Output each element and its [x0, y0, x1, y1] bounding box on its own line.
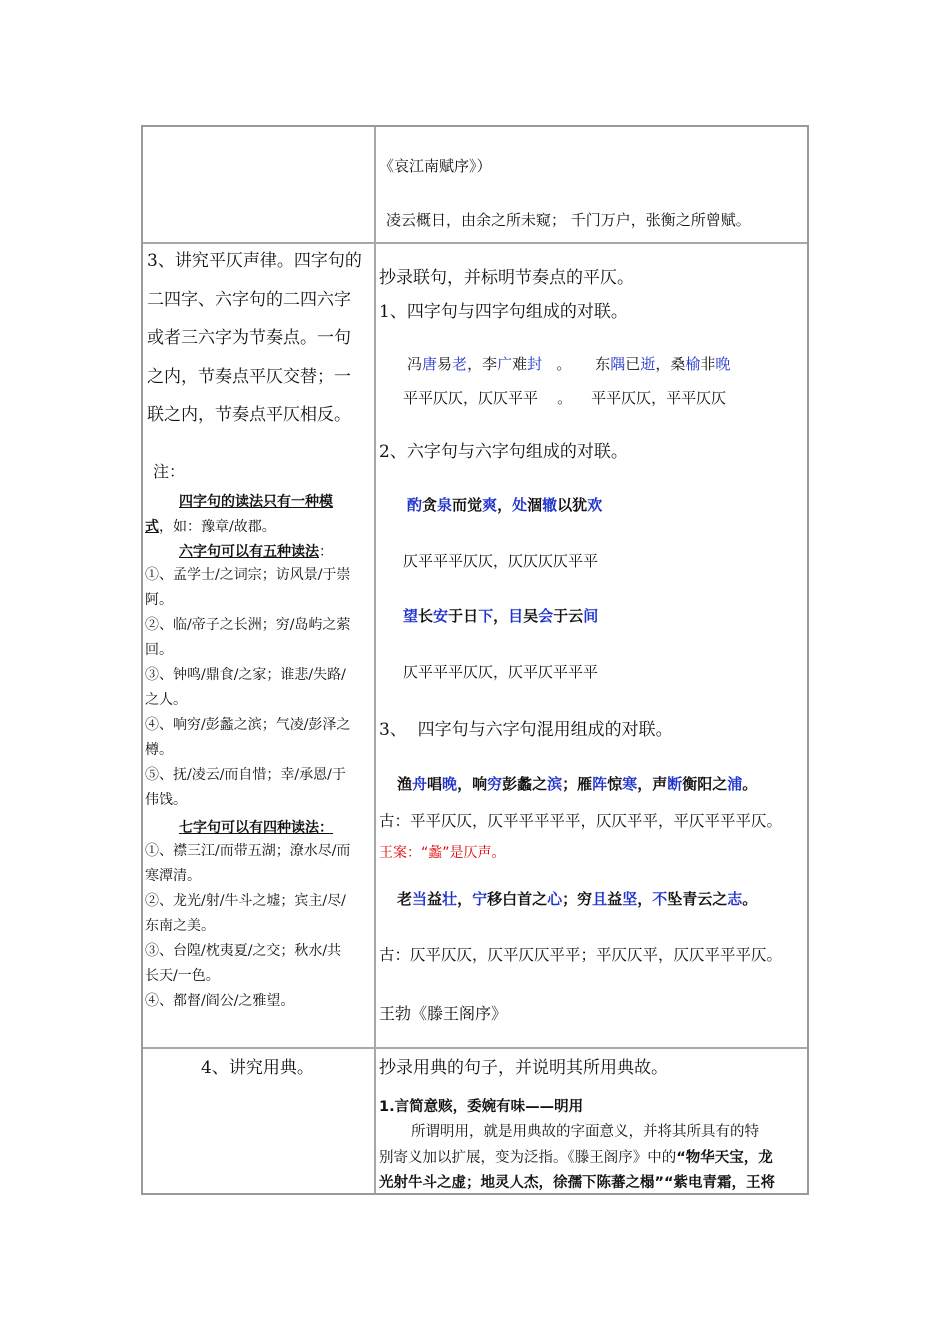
- char: 。: [742, 890, 758, 908]
- list-item: 伟饯。: [145, 792, 187, 808]
- row3-heading: 4、讲究用典。: [201, 1058, 314, 1078]
- char: 益: [427, 890, 443, 908]
- char-stressed: 滨: [547, 775, 563, 793]
- char-stressed: 榆: [685, 355, 701, 373]
- char: 衡阳之: [682, 775, 728, 793]
- list-item: ①、襟三江/而带五湖；潦水尽/而: [145, 843, 351, 859]
- char: 彭蠡之: [502, 775, 548, 793]
- char-stressed: 晚: [715, 355, 731, 373]
- char-stressed: 晚: [442, 775, 458, 793]
- char-stressed: 安: [433, 607, 449, 625]
- six-char-title-colon: ：: [319, 544, 333, 560]
- section3-tones-1: 古：平平仄仄，仄平平平平平，仄仄平平，平仄平平平仄。: [379, 812, 783, 830]
- char: ，: [637, 890, 653, 908]
- char: 。: [742, 775, 758, 793]
- four-char-rule-cont: [145, 516, 276, 536]
- char-stressed: 欢: [587, 496, 603, 514]
- char: 非: [700, 355, 716, 373]
- char-stressed: 不: [652, 890, 668, 908]
- char: 云: [568, 607, 584, 625]
- char: 日: [463, 607, 479, 625]
- four-char-example: ，如：豫章/故郡。: [159, 519, 276, 535]
- row-divider-2: [143, 1047, 807, 1049]
- column-divider: [374, 127, 376, 1193]
- char-stressed: 隅: [610, 355, 626, 373]
- char: 坠青云之: [667, 890, 728, 908]
- char-stressed: 下: [478, 607, 494, 625]
- source-citation: 王勃《滕王阁序》: [379, 1004, 508, 1023]
- char-stressed: 泉: [437, 496, 453, 514]
- list-item: 回。: [145, 642, 173, 658]
- list-item: 寒潭清。: [145, 868, 201, 884]
- list-item: ③、台隍/枕夷夏/之交；秋水/共: [145, 943, 342, 959]
- char: 长: [418, 607, 434, 625]
- char: 老: [397, 890, 413, 908]
- char: 以: [557, 496, 573, 514]
- section3-tones-2: 古：仄平仄仄，仄平仄仄平平；平仄仄平，仄仄平平平仄。: [379, 946, 783, 964]
- char-stressed: 酌: [407, 496, 423, 514]
- row2-intro: 抄录联句，并标明节奏点的平仄。: [379, 268, 634, 288]
- list-item: 长天/一色。: [145, 968, 220, 984]
- char-stressed: 爽: [482, 496, 498, 514]
- content-table: [141, 125, 809, 1195]
- char: 难: [512, 355, 528, 373]
- section2-couplet-2: [403, 605, 598, 626]
- char: 贪: [422, 496, 438, 514]
- section2-couplet-1: [407, 494, 602, 515]
- char: ，李: [467, 355, 498, 373]
- six-char-list: [145, 563, 373, 813]
- char-stressed: 当: [412, 890, 428, 908]
- char-stressed: 浦: [727, 775, 743, 793]
- char-stressed: 间: [583, 607, 599, 625]
- heading-line: 3、讲究平仄声律。四字句的: [147, 251, 362, 271]
- four-char-rule-title: 四字句的读法只有一种模: [179, 494, 333, 510]
- char-stressed: 广: [497, 355, 513, 373]
- seven-char-title-text: 七字句可以有四种读法：: [179, 820, 333, 836]
- char: ，响: [457, 775, 488, 793]
- char-stressed: 辙: [542, 496, 558, 514]
- char: ，: [497, 496, 513, 514]
- note-label: 注：: [153, 462, 186, 481]
- char-stressed: 封: [527, 355, 543, 373]
- list-item: ④、都督/阎公/之雅望。: [145, 993, 295, 1009]
- section3-couplet-2: [397, 888, 757, 909]
- char-stressed: 且: [592, 890, 608, 908]
- list-item: ③、钟鸣/鼎食/之家；谁悲/失路/: [145, 667, 346, 683]
- char-stressed: 望: [403, 607, 419, 625]
- char: 于: [553, 607, 569, 625]
- char: 于: [448, 607, 464, 625]
- char: 唱: [427, 775, 443, 793]
- char-stressed: 壮: [442, 890, 458, 908]
- section2-tones-2: 仄平平平仄仄，仄平仄平平平: [403, 663, 599, 681]
- char-stressed: 逝: [640, 355, 656, 373]
- char: 觉: [467, 496, 483, 514]
- row3-paragraph-line-3: 光射牛斗之虚；地灵人杰，徐孺下陈蕃之榻”“紫电青霜，王将: [379, 1175, 776, 1191]
- row2-left-heading: [147, 242, 362, 435]
- char-stressed: 会: [538, 607, 554, 625]
- list-item: ①、孟学士/之词宗；访风景/于崇: [145, 567, 351, 583]
- six-char-title-text: 六字句可以有五种读法: [179, 544, 319, 560]
- char: ，: [457, 890, 473, 908]
- four-char-rule-title-end: 式: [145, 519, 159, 535]
- section3-couplet-1: [397, 773, 757, 794]
- list-item: 之人。: [145, 692, 187, 708]
- section1-couplet: [407, 353, 730, 374]
- char: 渔: [397, 775, 413, 793]
- char: 而: [452, 496, 468, 514]
- char: ，桑: [655, 355, 686, 373]
- char: ；穷: [562, 890, 593, 908]
- char: 已: [625, 355, 641, 373]
- paragraph-quote: “物华天宝，龙: [676, 1150, 773, 1166]
- char: 益: [607, 890, 623, 908]
- list-item: ②、临/帝子之长洲；穷/岛屿之萦: [145, 617, 351, 633]
- heading-line: 或者三六字为节奏点。一句: [147, 328, 351, 348]
- char: 涸: [527, 496, 543, 514]
- char: 惊: [607, 775, 623, 793]
- char-stressed: 舟: [412, 775, 428, 793]
- heading-line: 二四字、六字句的二四六字: [147, 289, 351, 310]
- paragraph-text: 别寄义加以扩展，变为泛指。《滕王阁序》中的: [379, 1150, 677, 1166]
- char: 移白首之: [487, 890, 548, 908]
- section3-note: 王案：“蠡”是仄声。: [379, 845, 506, 861]
- char-stressed: 穷: [487, 775, 503, 793]
- section1-title: 1、四字句与四字句组成的对联。: [379, 302, 628, 322]
- seven-char-title: [179, 817, 333, 837]
- four-char-rule: [179, 491, 333, 511]
- seven-char-list: [145, 839, 373, 1014]
- char-stressed: 寒: [622, 775, 638, 793]
- char: ，: [493, 607, 509, 625]
- row3-intro: 抄录用典的句子，并说明其所用典故。: [379, 1058, 668, 1078]
- section2-tones-1: 仄平平平仄仄，仄仄仄仄平平: [403, 552, 599, 570]
- list-item: 樽。: [145, 742, 173, 758]
- char: ，声: [637, 775, 668, 793]
- row1-quote: 凌云概日，由余之所未窥； 千门万户，张衡之所曾赋。: [386, 211, 751, 229]
- char-stressed: 宁: [472, 890, 488, 908]
- row1-title: 《哀江南赋序》）: [379, 157, 492, 175]
- char: 冯: [407, 355, 423, 373]
- char-stressed: 坚: [622, 890, 638, 908]
- char-stressed: 阵: [592, 775, 608, 793]
- row3-paragraph-line-2: [379, 1146, 773, 1167]
- char-stressed: 志: [727, 890, 743, 908]
- row3-subheading: 1.言简意赅，委婉有味——明用: [379, 1099, 584, 1115]
- heading-line: 联之内，节奏点平仄相反。: [147, 405, 351, 425]
- list-item: ⑤、抚/凌云/而自惜；幸/承恩/于: [145, 767, 346, 783]
- char-stressed: 目: [508, 607, 524, 625]
- char-stressed: 处: [512, 496, 528, 514]
- list-item: ④、响穷/彭蠡之滨；气凌/彭泽之: [145, 717, 351, 733]
- char-stressed: 唐: [422, 355, 438, 373]
- list-item: 阿。: [145, 592, 173, 608]
- char-stressed: 心: [547, 890, 563, 908]
- char: 易: [437, 355, 453, 373]
- char: 吴: [523, 607, 539, 625]
- char: ；雁: [562, 775, 593, 793]
- six-char-title: [179, 541, 333, 561]
- heading-line: 之内，节奏点平仄交替；一: [147, 366, 351, 387]
- char-stressed: 老: [452, 355, 468, 373]
- section2-title: 2、六字句与六字句组成的对联。: [379, 442, 628, 462]
- list-item: ②、龙光/射/牛斗之墟；宾主/尽/: [145, 893, 346, 909]
- row3-paragraph-line-1: 所谓明用，就是用典故的字面意义，并将其所具有的特: [411, 1124, 759, 1140]
- char-stressed: 断: [667, 775, 683, 793]
- char: 犹: [572, 496, 588, 514]
- section3-title: 3、 四字句与六字句混用组成的对联。: [379, 720, 673, 740]
- section1-tones: 平平仄仄，仄仄平平 。 平平仄仄，平平仄仄: [403, 389, 727, 407]
- char: 。 东: [542, 355, 611, 373]
- list-item: 东南之美。: [145, 918, 215, 934]
